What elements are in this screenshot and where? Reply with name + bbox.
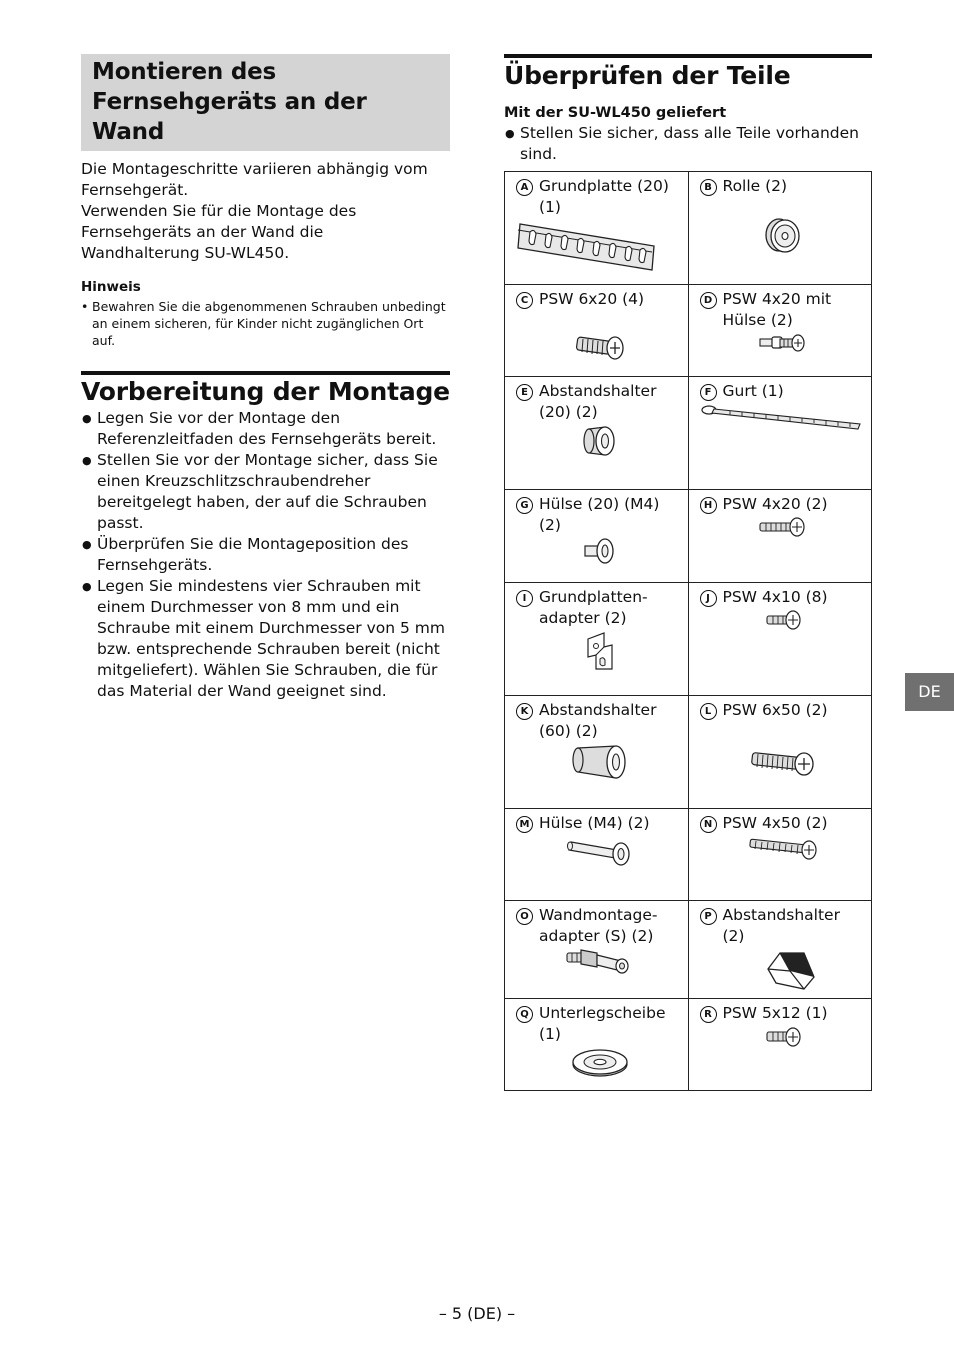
base-plate-adapter-icon	[580, 629, 620, 673]
long-screw-icon	[750, 745, 816, 777]
prep-line: ● Legen Sie mindestens vier Schrauben mit	[97, 577, 421, 595]
prep-line: passt.	[97, 514, 144, 532]
prep-line: einem Durchmesser von 8 mm und ein	[97, 598, 400, 616]
note-title: Hinweis	[81, 279, 141, 295]
prep-line: Referenzleitfaden des Fernsehgeräts bereit.	[97, 430, 437, 448]
letter-badge: F	[700, 384, 717, 401]
part-label-line: PSW 6x50 (2)	[722, 701, 828, 719]
right-column	[504, 54, 872, 1091]
part-label-line: Grundplatten-	[539, 588, 648, 606]
part-label-line: Abstandshalter	[539, 382, 657, 400]
prep-item	[81, 408, 450, 450]
intro-line: Fernsehgeräts an der Wand die	[81, 223, 324, 241]
prep-line: Fernsehgeräts.	[97, 556, 213, 574]
language-tab: DE	[905, 673, 954, 711]
parts-bullet	[504, 123, 872, 165]
intro-line: Wandhalterung SU-WL450.	[81, 244, 290, 262]
part-label-line: (2)	[722, 927, 745, 945]
mount-title: Montieren des Fernsehgeräts an der Wand	[81, 54, 450, 151]
intro-text	[81, 159, 450, 264]
part-cell-p	[688, 901, 872, 999]
prep-line: bereitgelegt haben, der auf die Schrauben	[97, 493, 427, 511]
part-cell-b	[688, 172, 872, 285]
table-row	[505, 377, 872, 490]
letter-badge: D	[700, 292, 717, 309]
letter-badge: R	[700, 1006, 717, 1023]
left-column	[81, 54, 450, 702]
letter-badge: Q	[516, 1006, 533, 1023]
long-spacer-icon	[570, 742, 630, 782]
prep-line: mitgeliefert). Wählen Sie Schrauben, die für	[97, 661, 438, 679]
table-row	[505, 172, 872, 285]
part-cell-r	[688, 999, 872, 1091]
screw-icon	[763, 608, 803, 632]
part-cell-j	[688, 583, 872, 696]
part-cell-q	[505, 999, 689, 1091]
part-cell-i	[505, 583, 689, 696]
screw-icon	[758, 515, 808, 539]
letter-badge: K	[516, 703, 533, 720]
part-cell-l	[688, 696, 872, 809]
prep-line: einen Kreuzschlitzschraubendreher	[97, 472, 371, 490]
belt-icon	[700, 402, 866, 432]
part-label-line: Gurt (1)	[722, 382, 784, 400]
part-label-line: Wandmontage-	[539, 906, 658, 924]
intro-line: Fernsehgerät.	[81, 181, 189, 199]
table-row	[505, 696, 872, 809]
prep-line: ● Legen Sie vor der Montage den	[97, 409, 341, 427]
part-cell-n	[688, 809, 872, 901]
prep-line: ● Stellen Sie vor der Montage sicher, dass Sie	[97, 451, 438, 469]
intro-line: Verwenden Sie für die Montage des	[81, 202, 357, 220]
table-row	[505, 809, 872, 901]
bullet-line: ● Stellen Sie sicher, dass alle Teile vorhanden	[520, 124, 859, 142]
part-label-line: Rolle (2)	[722, 177, 788, 195]
part-label-line: PSW 5x12 (1)	[722, 1004, 828, 1022]
part-label-line: Hülse (M4) (2)	[539, 814, 650, 832]
screw-icon	[763, 1024, 803, 1050]
part-cell-d	[688, 285, 872, 377]
note-line: an einem sicheren, für Kinder nicht zugänglichen Ort auf.	[92, 316, 424, 348]
part-label-line: Grundplatte (20)	[539, 177, 669, 195]
screw-icon	[573, 330, 627, 360]
part-label-line: (20) (2)	[539, 403, 598, 421]
part-cell-h	[688, 490, 872, 583]
parts-title: Überprüfen der Teile	[504, 54, 872, 92]
part-label-line: Unterlegscheibe (1)	[539, 1004, 666, 1043]
part-label-line: PSW 4x20 mit	[722, 290, 832, 308]
page-number: – 5 (DE) –	[438, 1304, 516, 1323]
part-label-line: PSW 4x10 (8)	[722, 588, 828, 606]
part-label-line: Abstandshalter	[722, 906, 840, 924]
part-cell-m	[505, 809, 689, 901]
part-cell-e	[505, 377, 689, 490]
sleeve-icon	[583, 536, 617, 566]
intro-line: Die Montageschritte variieren abhängig vom	[81, 160, 428, 178]
table-row	[505, 285, 872, 377]
part-label-line: adapter (2)	[539, 609, 627, 627]
letter-badge: A	[516, 179, 533, 196]
part-label-line: adapter (S) (2)	[539, 927, 654, 945]
wall-mount-adapter-icon	[565, 947, 635, 975]
roller-icon	[761, 215, 805, 255]
part-label-line: (60) (2)	[539, 722, 598, 740]
part-label-line: PSW 6x20 (4)	[539, 290, 645, 308]
parts-subtitle: Mit der SU-WL450 geliefert	[504, 105, 727, 121]
prep-line: Schraube mit einem Durchmesser von 5 mm	[97, 619, 445, 637]
letter-badge: G	[516, 497, 533, 514]
screw-with-sleeve-icon	[758, 331, 808, 355]
table-row	[505, 901, 872, 999]
letter-badge: B	[700, 179, 717, 196]
part-cell-c	[505, 285, 689, 377]
letter-badge: J	[700, 590, 717, 607]
prep-item	[81, 576, 450, 702]
part-label-line: (1)	[539, 198, 561, 216]
long-sleeve-icon	[567, 834, 633, 866]
prep-line: das Material der Wand geeignet sind.	[97, 682, 387, 700]
prep-line: bzw. entsprechende Schrauben bereit (nicht	[97, 640, 440, 658]
table-row	[505, 583, 872, 696]
note-line: • Bewahren Sie die abgenommenen Schrauben unbedingt	[92, 299, 446, 314]
note-item	[81, 298, 450, 349]
parts-bullet-list	[504, 123, 872, 165]
part-label-line: PSW 4x50 (2)	[722, 814, 828, 832]
base-plate-icon	[516, 218, 656, 274]
long-screw-icon	[748, 834, 818, 860]
part-cell-o	[505, 901, 689, 999]
part-label-line: PSW 4x20 (2)	[722, 495, 828, 513]
prep-item	[81, 450, 450, 534]
letter-badge: I	[516, 590, 533, 607]
part-cell-f	[688, 377, 872, 490]
letter-badge: M	[516, 816, 533, 833]
washer-icon	[570, 1045, 630, 1079]
part-label-line: Hülse (2)	[722, 311, 793, 329]
part-cell-k	[505, 696, 689, 809]
prep-title: Vorbereitung der Montage	[81, 371, 450, 408]
letter-badge: L	[700, 703, 717, 720]
part-label-line: Abstandshalter	[539, 701, 657, 719]
letter-badge: C	[516, 292, 533, 309]
part-label-line: Hülse (20) (M4) (2)	[539, 495, 660, 534]
bullet-line: sind.	[520, 145, 557, 163]
spacer-icon	[583, 423, 617, 459]
table-row	[505, 490, 872, 583]
prep-item	[81, 534, 450, 576]
letter-badge: H	[700, 497, 717, 514]
note-list	[81, 298, 450, 349]
letter-badge: O	[516, 908, 533, 925]
parts-table	[504, 171, 872, 1091]
prep-line: ● Überprüfen Sie die Montageposition des	[97, 535, 409, 553]
letter-badge: P	[700, 908, 717, 925]
letter-badge: N	[700, 816, 717, 833]
table-row	[505, 999, 872, 1091]
block-spacer-icon	[764, 947, 818, 993]
prep-list	[81, 408, 450, 702]
letter-badge: E	[516, 384, 533, 401]
part-cell-g	[505, 490, 689, 583]
part-cell-a	[505, 172, 689, 285]
